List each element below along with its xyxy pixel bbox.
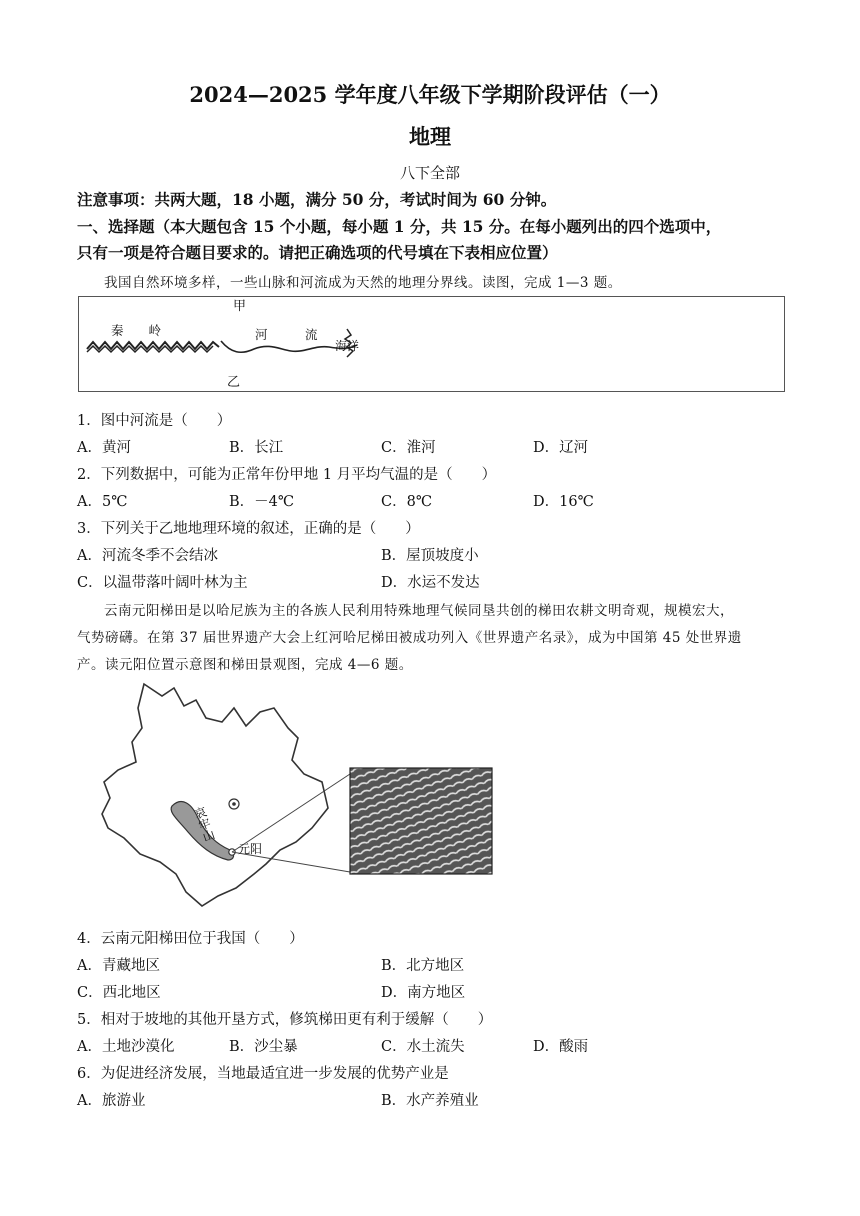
label-river: 河 流 [255, 327, 318, 342]
q4-option-c: C．西北地区 [77, 985, 161, 1001]
q5-stem: 5．相对于坡地的其他开垦方式，修筑梯田更有利于缓解（ ） [77, 1012, 493, 1028]
q3-option-d: D．水运不发达 [381, 575, 480, 591]
q3-option-b: B．屋顶坡度小 [381, 548, 479, 564]
q4-option-d: D．南方地区 [381, 985, 466, 1001]
q4-stem: 4．云南元阳梯田位于我国（ ） [77, 931, 304, 947]
label-ailao: 哀牢山 [191, 804, 217, 844]
q1-option-a: A．黄河 [77, 440, 131, 456]
q5-option-b: B．沙尘暴 [229, 1039, 298, 1055]
subject-title: 地理 [409, 124, 451, 149]
label-sea: 海洋 [335, 339, 360, 353]
q2-option-d: D．16℃ [533, 494, 594, 510]
q4-option-b: B．北方地区 [381, 958, 465, 974]
label-yi: 乙 [227, 375, 241, 390]
q2-stem: 2．下列数据中，可能为正常年份甲地 1 月平均气温的是（ ） [77, 467, 497, 483]
q1-option-c: C．淮河 [381, 440, 436, 456]
q6-option-b: B．水产养殖业 [381, 1093, 479, 1109]
q1-option-b: B．长江 [229, 440, 284, 456]
page-title: 2024—2025 学年度八年级下学期阶段评估（一） [189, 82, 671, 107]
q6-option-a: A．旅游业 [77, 1093, 146, 1109]
q1-stem: 1．图中河流是（ ） [77, 413, 232, 429]
q2-option-a: A．5℃ [77, 494, 128, 510]
q5-option-d: D．酸雨 [533, 1039, 589, 1055]
label-yuanyang: 元阳 [238, 842, 263, 856]
q3-option-a: A．河流冬季不会结冰 [77, 548, 218, 564]
intro2-line1: 云南元阳梯田是以哈尼族为主的各族人民利用特殊地理气候同垦共创的梯田农耕文明奇观，规模宏大， [104, 603, 734, 619]
yunnan-outline [84, 678, 504, 910]
q2-option-b: B．－4℃ [229, 494, 295, 510]
intro2-line3: 产。读元阳位置示意图和梯田景观图，完成 4—6 题。 [77, 657, 413, 673]
notice: 注意事项：共两大题，18 小题，满分 50 分，考试时间为 60 分钟。 [77, 190, 557, 209]
q3-stem: 3．下列关于乙地地理环境的叙述，正确的是（ ） [77, 521, 420, 537]
section1-heading-line2: 只有一项是符合题目要求的。请把正确选项的代号填在下表相应位置） [77, 243, 558, 262]
q3-option-c: C．以温带落叶阔叶林为主 [77, 575, 248, 591]
figure-boundary-map [78, 296, 785, 392]
q5-option-a: A．土地沙漠化 [77, 1039, 175, 1055]
boundary-diagram [79, 297, 784, 391]
label-qinling: 秦 岭 [111, 323, 162, 338]
province-outline [102, 684, 328, 906]
terrace-photo [350, 768, 492, 874]
q6-stem: 6．为促进经济发展，当地最适宜进一步发展的优势产业是 [77, 1066, 449, 1082]
q2-option-c: C．8℃ [381, 494, 433, 510]
label-jia: 甲 [233, 299, 247, 314]
exam-scope: 八下全部 [399, 164, 460, 182]
intro1: 我国自然环境多样，一些山脉和河流成为天然的地理分界线。读图，完成 1—3 题。 [104, 275, 622, 291]
figure-yunnan-map [84, 678, 504, 910]
intro2-line2: 气势磅礴。在第 37 届世界遗产大会上红河哈尼梯田被成功列入《世界遗产名录》，成为中国第 45 处世界遗 [77, 630, 742, 646]
q5-option-c: C．水土流失 [381, 1039, 465, 1055]
section1-heading-line1: 一、选择题（本大题包含 15 个小题，每小题 1 分，共 15 分。在每小题列出的四个选项中， [77, 217, 722, 236]
q4-option-a: A．青藏地区 [77, 958, 160, 974]
q1-option-d: D．辽河 [533, 440, 589, 456]
